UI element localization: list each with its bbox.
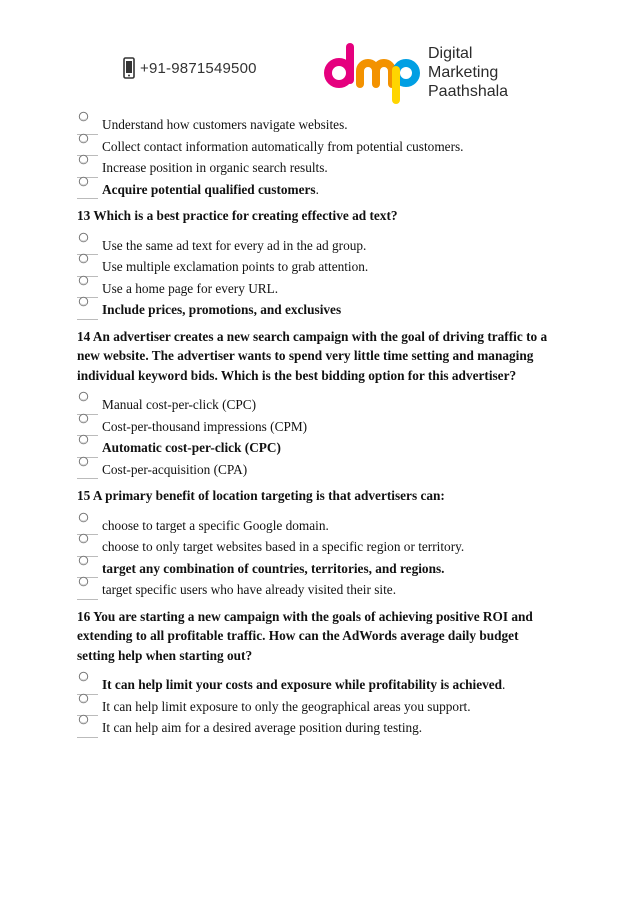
option-label: It can help limit exposure to only the geographical areas you support. <box>102 698 471 714</box>
radio-button-icon[interactable] <box>78 714 89 725</box>
radio-button-icon[interactable] <box>78 391 89 402</box>
answer-option[interactable] <box>77 136 557 158</box>
field-underline <box>77 737 98 738</box>
brand-line: Marketing <box>428 64 499 81</box>
option-label: Use a home page for every URL. <box>102 280 279 296</box>
option-label: Increase position in organic search results. <box>102 160 328 175</box>
option-label: Use multiple exclamation points to grab attention. <box>102 259 369 274</box>
question-block <box>77 114 557 200</box>
answer-option[interactable] <box>77 515 557 537</box>
option-label: choose to only target websites based in a specific region or territory. <box>102 539 465 554</box>
answer-option[interactable] <box>77 459 557 481</box>
radio-button-icon[interactable] <box>78 275 89 286</box>
answer-option[interactable] <box>77 235 557 257</box>
option-suffix: . <box>315 181 319 197</box>
question-text: 16 You are starting a new campaign with the goals of achieving positive ROI and extending to all profitable traffic. How can the AdWords average daily budget setting help when starting out? <box>77 608 533 663</box>
option-label: It can help aim for a desired average position during testing. <box>102 720 423 735</box>
answer-option-correct[interactable] <box>77 674 557 696</box>
phone-contact <box>123 57 257 79</box>
answer-option-correct[interactable] <box>77 179 557 201</box>
question-block <box>77 327 557 481</box>
answer-option[interactable] <box>77 536 557 558</box>
answer-option[interactable] <box>77 256 557 278</box>
question-text: 15 A primary benefit of location targeting is that advertisers can: <box>77 488 445 503</box>
field-underline <box>77 319 98 320</box>
question-block <box>77 607 557 739</box>
radio-button-icon[interactable] <box>78 576 89 587</box>
option-label: It can help limit your costs and exposure while profitability is achieved <box>102 677 503 692</box>
radio-button-icon[interactable] <box>78 456 89 467</box>
question-text: 13 Which is a best practice for creating effective ad text? <box>77 208 398 223</box>
option-suffix: . <box>502 677 506 692</box>
option-label: Cost-per-thousand impressions (CPM) <box>102 418 308 434</box>
field-underline <box>77 599 98 600</box>
radio-button-icon[interactable] <box>78 671 89 682</box>
option-label: target any combination of countries, territories, and regions. <box>102 560 445 576</box>
page-header <box>0 0 638 110</box>
radio-button-icon[interactable] <box>78 253 89 264</box>
brand-line: Paathshala <box>428 83 509 100</box>
field-underline <box>77 198 98 199</box>
field-underline <box>77 478 98 479</box>
radio-button-icon[interactable] <box>78 232 89 243</box>
radio-button-icon[interactable] <box>78 533 89 544</box>
phone-number: +91-9871549500 <box>140 59 257 77</box>
brand-line: Digital <box>428 45 473 62</box>
quiz-content <box>77 114 557 739</box>
option-label: Cost-per-acquisition (CPA) <box>102 461 248 477</box>
mobile-phone-icon <box>123 57 135 79</box>
radio-button-icon[interactable] <box>78 512 89 523</box>
answer-option-correct[interactable] <box>77 299 557 321</box>
option-label: Collect contact information automatically from potential customers. <box>102 138 464 154</box>
option-label: Include prices, promotions, and exclusives <box>102 302 342 317</box>
radio-button-icon[interactable] <box>78 693 89 704</box>
radio-button-icon[interactable] <box>78 413 89 424</box>
radio-button-icon[interactable] <box>78 133 89 144</box>
answer-option[interactable] <box>77 278 557 300</box>
answer-option[interactable] <box>77 394 557 416</box>
option-label: Manual cost-per-click (CPC) <box>102 397 257 412</box>
answer-option[interactable] <box>77 696 557 718</box>
radio-button-icon[interactable] <box>78 176 89 187</box>
option-label: Use the same ad text for every ad in the ad group. <box>102 237 367 253</box>
answer-option[interactable] <box>77 157 557 179</box>
option-label: Automatic cost-per-click (CPC) <box>102 440 281 455</box>
answer-option[interactable] <box>77 579 557 601</box>
option-label: Acquire potential qualified customers <box>102 181 316 197</box>
radio-button-icon[interactable] <box>78 111 89 122</box>
option-label: Understand how customers navigate websites. <box>102 117 348 132</box>
question-block <box>77 486 557 601</box>
radio-button-icon[interactable] <box>78 154 89 165</box>
question-text: 14 An advertiser creates a new search campaign with the goal of driving traffic to a new website. The advertiser wants to spend very little time setting and managing individual keyword bids. Which is the best bidding option for this advertiser? <box>77 328 548 383</box>
answer-option[interactable] <box>77 416 557 438</box>
option-label: target specific users who have already visited their site. <box>102 582 397 597</box>
radio-button-icon[interactable] <box>78 434 89 445</box>
answer-option[interactable] <box>77 717 557 739</box>
answer-option[interactable] <box>77 114 557 136</box>
radio-button-icon[interactable] <box>78 296 89 307</box>
radio-button-icon[interactable] <box>78 555 89 566</box>
brand-name <box>428 44 508 101</box>
answer-option-correct[interactable] <box>77 558 557 580</box>
dmp-logo <box>322 38 422 106</box>
answer-option-correct[interactable] <box>77 437 557 459</box>
option-label: choose to target a specific Google domain. <box>102 517 329 533</box>
question-block <box>77 206 557 321</box>
